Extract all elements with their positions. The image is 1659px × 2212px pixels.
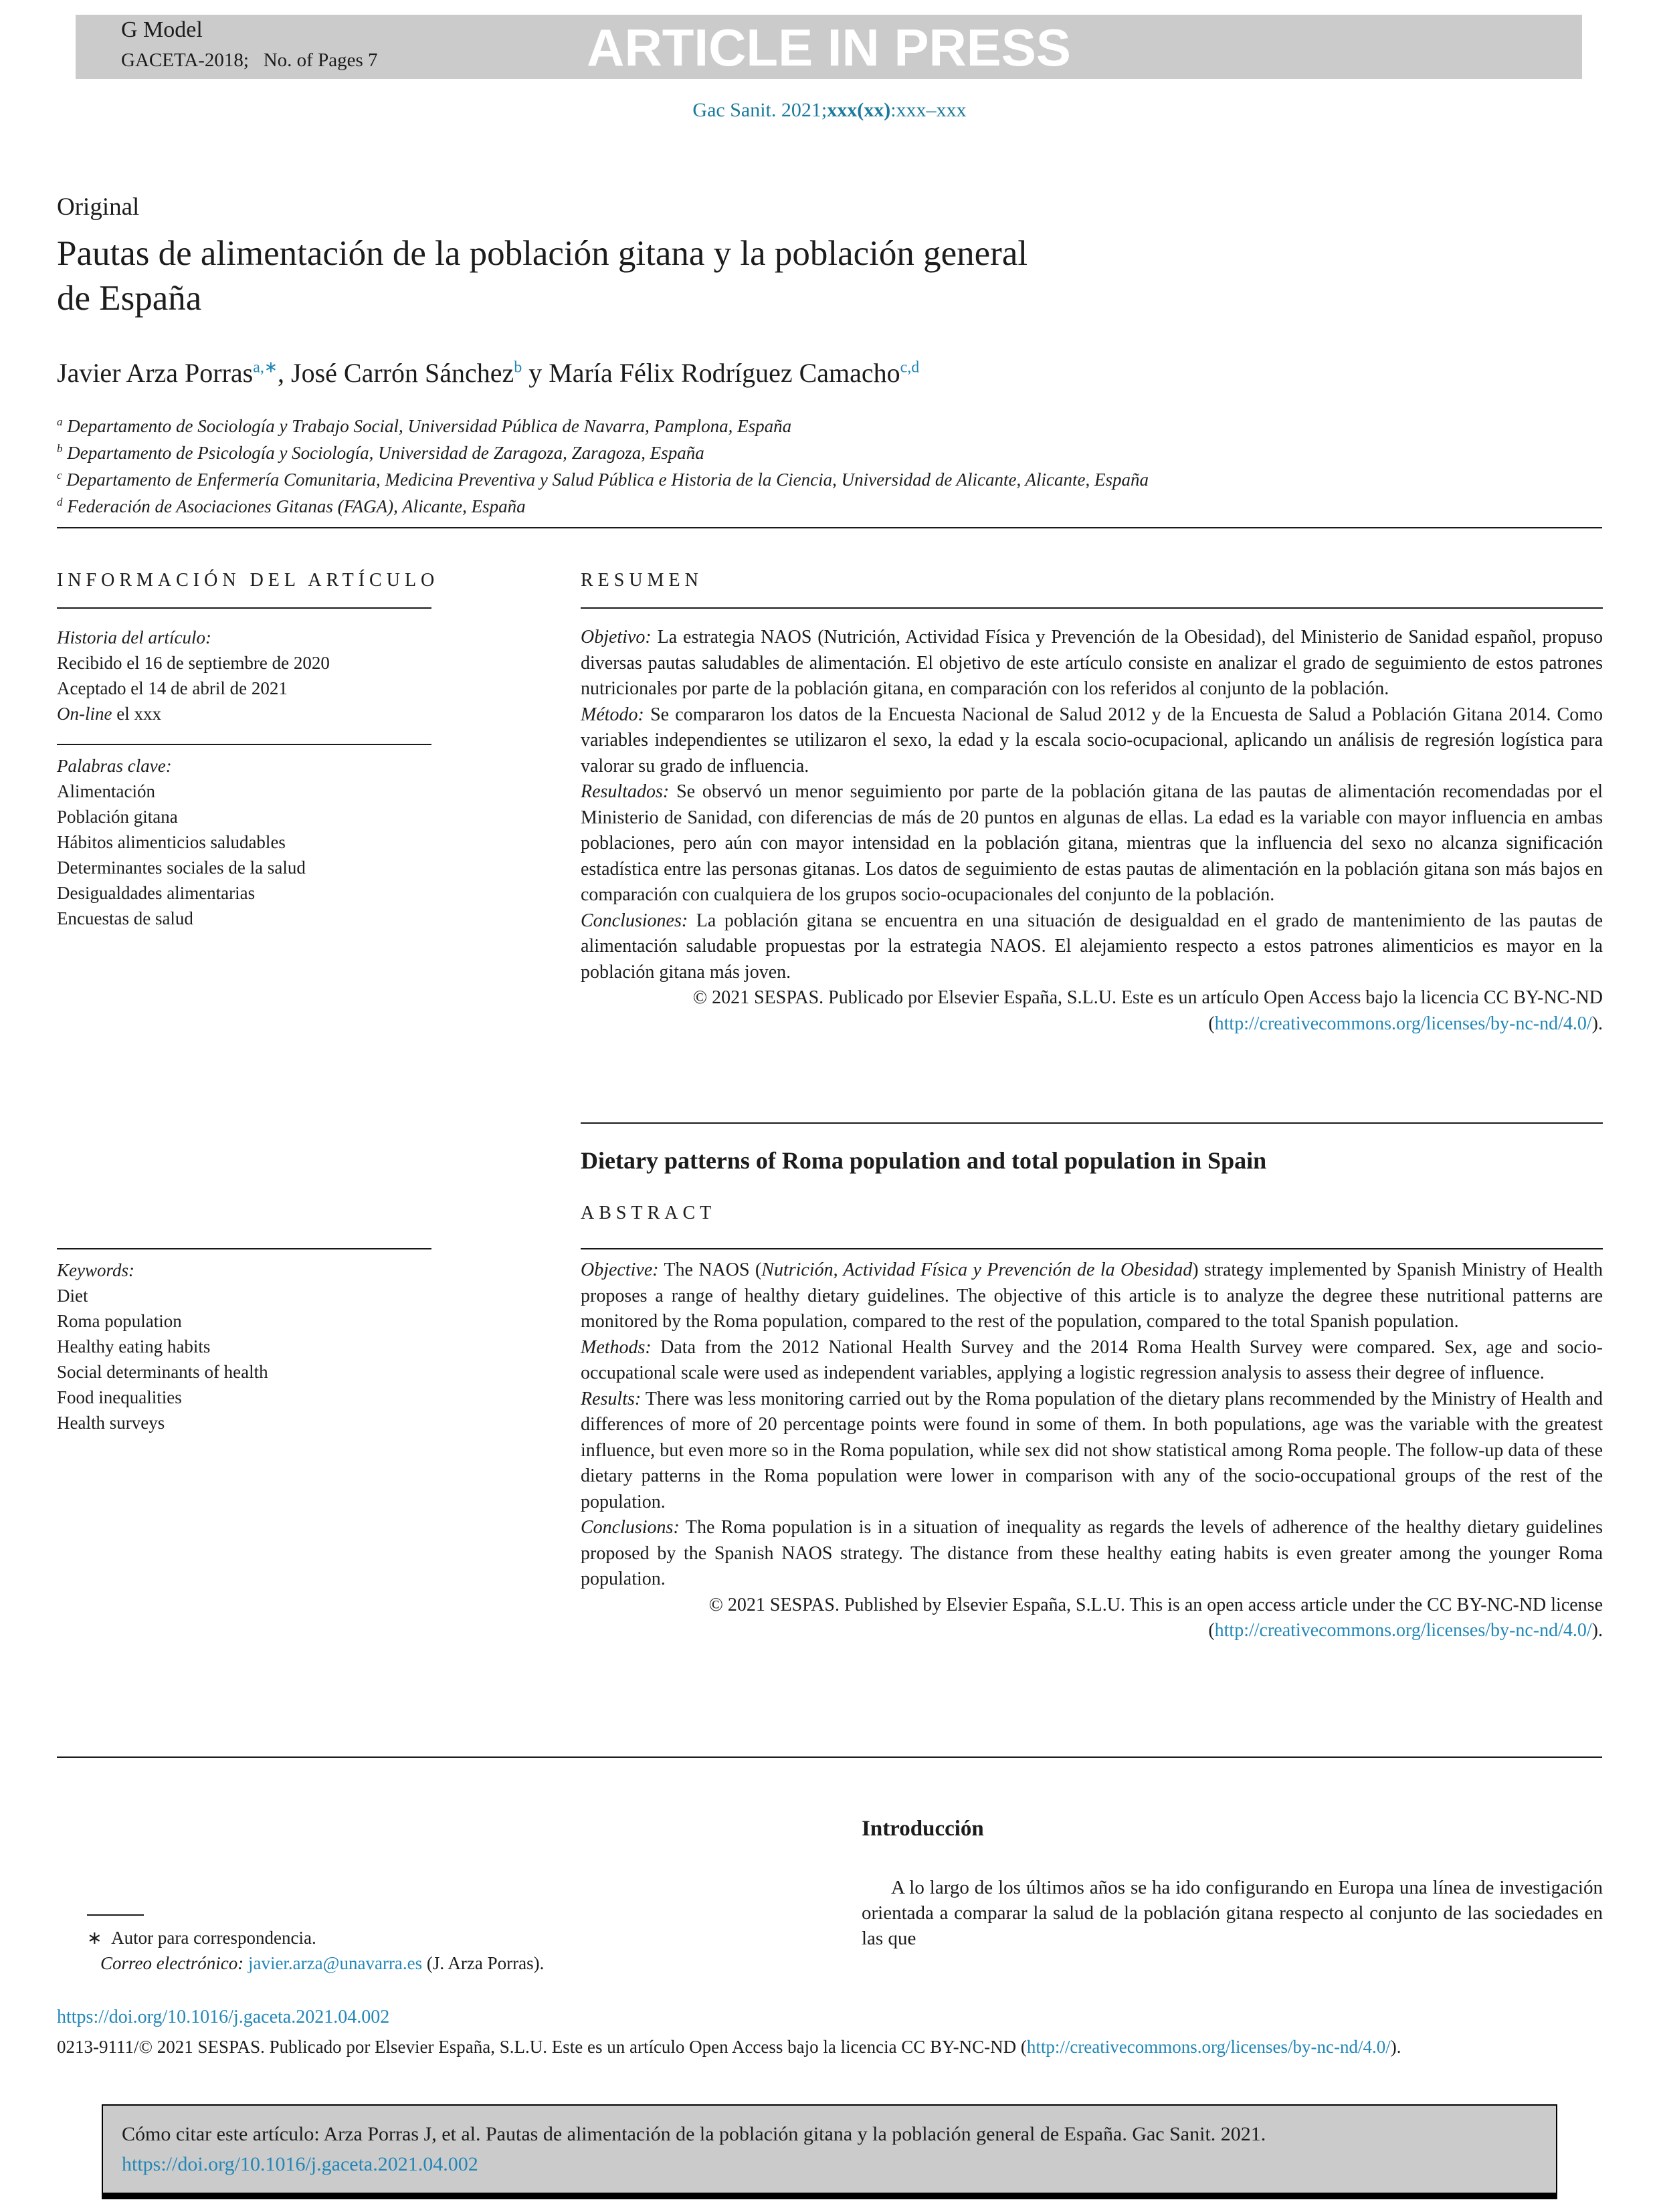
resumen-conclusiones bbox=[581, 908, 1603, 986]
abstract-copyright bbox=[581, 1593, 1603, 1644]
affiliation-a-text: Departamento de Sociología y Trabajo Social, Universidad Pública de Navarra, Pamplona, España bbox=[67, 416, 792, 436]
article-title bbox=[57, 231, 1028, 321]
author-separator-1: , bbox=[278, 358, 291, 388]
affiliation-d-mark: d bbox=[57, 496, 63, 508]
abstract-results-label: Results: bbox=[581, 1388, 642, 1409]
citation-text: Cómo citar este artículo: Arza Porras J, et al. Pautas de alimentación de la población gitana y la población general de España. Gac Sanit. 2021. bbox=[122, 2123, 1266, 2145]
article-in-press-title: ARTICLE IN PRESS bbox=[587, 18, 1071, 77]
divider-keywords-es bbox=[57, 744, 431, 745]
affiliation-a bbox=[57, 411, 1149, 437]
keyword-en-item: Roma population bbox=[57, 1311, 182, 1331]
resumen-body bbox=[581, 625, 1603, 1037]
license-link-en[interactable]: http://creativecommons.org/licenses/by-nc-nd/4.0/ bbox=[1214, 1620, 1592, 1641]
keyword-es-item: Población gitana bbox=[57, 807, 178, 827]
keyword-en-item: Social determinants of health bbox=[57, 1362, 268, 1382]
keyword-es-item: Desigualdades alimentarias bbox=[57, 883, 256, 903]
license-link-es[interactable]: http://creativecommons.org/licenses/by-nc-nd/4.0/ bbox=[1214, 1013, 1592, 1034]
keyword-es-item: Alimentación bbox=[57, 781, 155, 801]
keyword-es-item: Encuestas de salud bbox=[57, 908, 193, 928]
author-3: María Félix Rodríguez Camacho bbox=[549, 358, 900, 388]
issn-license-line bbox=[57, 2033, 1602, 2060]
keywords-es-label: Palabras clave: bbox=[57, 756, 172, 776]
keywords-en-label: Keywords: bbox=[57, 1260, 134, 1280]
abstract-conclusions-text: The Roma population is in a situation of inequality as regards the levels of adherence of the healthy dietary guidelines proposed by the Spanish NAOS strategy. The distance from these healthy eating habits is even greater among the younger Roma population. bbox=[581, 1517, 1603, 1589]
g-model-label: G Model bbox=[121, 17, 203, 42]
history-online bbox=[57, 701, 431, 726]
divider-english-section bbox=[581, 1122, 1603, 1124]
author-1: Javier Arza Porras bbox=[57, 358, 254, 388]
doi-link[interactable]: https://doi.org/10.1016/j.gaceta.2021.04.002 bbox=[57, 2007, 390, 2027]
journal-ref-post: :xxx–xxx bbox=[890, 99, 967, 121]
manuscript-code: GACETA-2018; No. of Pages 7 bbox=[121, 49, 378, 71]
introduction-paragraph: A lo largo de los últimos años se ha ido configurando en Europa una línea de investigación orientada a comparar la salud de la población gitana respecto al conjunto de las sociedades en las que bbox=[862, 1877, 1603, 1949]
license-link-bottom[interactable]: http://creativecommons.org/licenses/by-nc-nd/4.0/ bbox=[1026, 2037, 1391, 2057]
affiliation-c-text: Departamento de Enfermería Comunitaria, Medicina Preventiva y Salud Pública e Historia de la Ciencia, Universidad de Alicante, Alicante, España bbox=[66, 470, 1149, 490]
article-history bbox=[57, 625, 431, 726]
journal-ref-pre: Gac Sanit. 2021; bbox=[692, 99, 827, 121]
citation-box bbox=[102, 2104, 1557, 2199]
keyword-en-item: Diet bbox=[57, 1286, 88, 1306]
affiliation-c bbox=[57, 464, 1149, 491]
info-section-heading: INFORMACIÓN DEL ARTÍCULO bbox=[57, 570, 440, 591]
history-accepted: Aceptado el 14 de abril de 2021 bbox=[57, 678, 288, 698]
footnote-text: Autor para correspondencia. bbox=[111, 1928, 316, 1948]
abstract-objective bbox=[581, 1258, 1603, 1335]
keyword-es-item: Determinantes sociales de la salud bbox=[57, 858, 306, 878]
keyword-en-item: Health surveys bbox=[57, 1413, 165, 1433]
keywords-en bbox=[57, 1258, 431, 1435]
correspondence-footnote bbox=[87, 1914, 729, 1976]
abstract-methods-label: Methods: bbox=[581, 1336, 652, 1358]
resumen-copyright bbox=[581, 985, 1603, 1037]
email-link[interactable]: javier.arza@unavarra.es bbox=[248, 1953, 423, 1973]
divider-body bbox=[57, 1756, 1602, 1758]
author-separator-2: y bbox=[522, 358, 549, 388]
journal-ref-volume: xxx(xx) bbox=[827, 99, 891, 121]
article-title-line2: de España bbox=[57, 279, 202, 318]
abstract-objective-label: Objective: bbox=[581, 1260, 659, 1280]
footnote-marker: ∗ bbox=[87, 1928, 102, 1948]
author-1-affil-mark: a,∗ bbox=[253, 359, 278, 377]
article-title-line1: Pautas de alimentación de la población gitana y la población general bbox=[57, 234, 1028, 273]
affiliation-a-mark: a bbox=[57, 415, 63, 428]
keyword-en-item: Healthy eating habits bbox=[57, 1336, 211, 1356]
author-list bbox=[57, 357, 919, 389]
author-3-affil-mark: c,d bbox=[900, 359, 920, 377]
divider-resumen-heading bbox=[581, 607, 1603, 609]
resumen-objetivo-text: La estrategia NAOS (Nutrición, Actividad Física y Prevención de la Obesidad), del Ministerio de Sanidad español, propuso diversas pautas saludables de alimentación. El objetivo de este artículo consiste en analizar el grado de seguimiento de estos patrones nutricionales por parte de la población gitana, en comparación con los referidos al conjunto de la población. bbox=[581, 627, 1603, 699]
affiliations bbox=[57, 411, 1149, 518]
resumen-metodo bbox=[581, 702, 1603, 780]
affiliation-d-text: Federación de Asociaciones Gitanas (FAGA), Alicante, España bbox=[67, 496, 526, 516]
history-received: Recibido el 16 de septiembre de 2020 bbox=[57, 653, 330, 673]
resumen-resultados-text: Se observó un menor seguimiento por parte de la población gitana de las pautas de alimentación recomendadas por el Ministerio de Sanidad, con diferencias de más de 20 puntos en algunas de ellas. La edad es la variable con mayor influencia en ambas poblaciones, pero aún con mayor intensidad en la población gitana, mientras que la influencia del sexo no alcanza significación estadística entre las personas gitanas. Los datos de seguimiento de estas pautas de alimentación en la población gitana son más bajos en comparación con cualquiera de los grupos socio-ocupacionales del conjunto de la población. bbox=[581, 781, 1603, 905]
resumen-copyright-post: ). bbox=[1591, 1013, 1603, 1034]
introduction-section bbox=[862, 1817, 1603, 1951]
divider-keywords-en bbox=[57, 1248, 431, 1249]
abstract-objective-pre: The NAOS ( bbox=[664, 1260, 762, 1280]
abstract-results-text: There was less monitoring carried out by the Roma population of the dietary plans recommended by the Ministry of Health and differences of more of 20 percentage points were found in some of them. In both populations, age was the variable with the greatest influence, but even more so in the Roma population, while sex did not show statistical among Roma people. The follow-up data of these dietary patterns in the Roma population were lower in comparison with any of the socio-occupational groups of the rest of the population. bbox=[581, 1388, 1603, 1512]
affiliation-c-mark: c bbox=[57, 469, 62, 482]
abstract-copyright-post: ). bbox=[1591, 1620, 1603, 1641]
resumen-metodo-text: Se compararon los datos de la Encuesta Nacional de Salud 2012 y de la Encuesta de Salud a Población Gitana 2014. Como variables independientes se utilizaron el sexo, la edad y la escala socio-ocupacional, aplicando un análisis de regresión logística para valorar su grado de influencia. bbox=[581, 704, 1603, 777]
abstract-methods bbox=[581, 1335, 1603, 1387]
article-type-label: Original bbox=[57, 193, 140, 221]
abstract-copyright-pre: © 2021 SESPAS. Published by Elsevier España, S.L.U. This is an open access article under the CC BY-NC-ND license ( bbox=[708, 1594, 1603, 1641]
abstract-methods-text: Data from the 2012 National Health Survey and the 2014 Roma Health Survey were compared. Sex, age and socio-occupational scale were used as independent variables, applying a logistic regression analysis to assess their degree of influence. bbox=[581, 1336, 1603, 1383]
divider-info-heading bbox=[57, 607, 431, 609]
issn-post: ). bbox=[1390, 2037, 1401, 2057]
citation-doi-link[interactable]: https://doi.org/10.1016/j.gaceta.2021.04.002 bbox=[122, 2153, 478, 2175]
keyword-es-item: Hábitos alimenticios saludables bbox=[57, 832, 286, 852]
affiliation-b-mark: b bbox=[57, 442, 63, 455]
abstract-conclusions-label: Conclusions: bbox=[581, 1517, 680, 1538]
email-post: (J. Arza Porras). bbox=[422, 1953, 545, 1973]
resumen-resultados-label: Resultados: bbox=[581, 781, 670, 802]
divider-abstract-heading bbox=[581, 1248, 1603, 1249]
introduction-heading: Introducción bbox=[862, 1817, 984, 1841]
keyword-en-item: Food inequalities bbox=[57, 1387, 182, 1407]
doi-line bbox=[57, 2007, 389, 2028]
affiliation-b bbox=[57, 437, 1149, 464]
abstract-heading: ABSTRACT bbox=[581, 1203, 716, 1223]
abstract-body bbox=[581, 1258, 1603, 1644]
keywords-es bbox=[57, 753, 431, 931]
resumen-heading: RESUMEN bbox=[581, 570, 703, 591]
abstract-objective-post: ) strategy implemented by Spanish Ministry of Health proposes a range of healthy dietary guidelines. The objective of this article is to analyze the degree these nutritional patterns are monitored by the Roma population, compared to the rest of the population, compared to the total Spanish population. bbox=[581, 1260, 1603, 1332]
footnote-line1 bbox=[87, 1925, 729, 1950]
abstract-conclusions bbox=[581, 1515, 1603, 1593]
abstract-results bbox=[581, 1387, 1603, 1516]
history-online-label: On-line bbox=[57, 704, 112, 724]
footnote-line2 bbox=[87, 1950, 729, 1976]
english-title: Dietary patterns of Roma population and total population in Spain bbox=[581, 1147, 1267, 1174]
resumen-objetivo-label: Objetivo: bbox=[581, 627, 652, 647]
author-2: José Carrón Sánchez bbox=[291, 358, 514, 388]
author-2-affil-mark: b bbox=[514, 359, 522, 377]
resumen-objetivo bbox=[581, 625, 1603, 702]
issn-pre: 0213-9111/© 2021 SESPAS. Publicado por Elsevier España, S.L.U. Este es un artículo Open Access bajo la licencia CC BY-NC-ND ( bbox=[57, 2037, 1027, 2057]
resumen-copyright-pre: © 2021 SESPAS. Publicado por Elsevier España, S.L.U. Este es un artículo Open Access bajo la licencia CC BY-NC-ND ( bbox=[692, 987, 1603, 1034]
footnote-rule bbox=[87, 1914, 144, 1916]
divider-header bbox=[57, 527, 1602, 528]
journal-reference bbox=[0, 99, 1659, 122]
article-in-press-banner bbox=[76, 15, 1582, 79]
history-online-rest: el xxx bbox=[112, 704, 161, 724]
resumen-conclusiones-text: La población gitana se encuentra en una situación de desigualdad en el grado de mantenimiento de las pautas de alimentación saludable propuestas por la estrategia NAOS. El alejamiento respecto a estos patrones alimenticios es mayor en la población gitana más joven. bbox=[581, 910, 1603, 983]
email-label: Correo electrónico: bbox=[100, 1953, 244, 1973]
resumen-metodo-label: Método: bbox=[581, 704, 644, 725]
history-label: Historia del artículo: bbox=[57, 627, 211, 647]
affiliation-b-text: Departamento de Psicología y Sociología, Universidad de Zaragoza, Zaragoza, España bbox=[67, 443, 704, 463]
resumen-resultados bbox=[581, 779, 1603, 908]
affiliation-d bbox=[57, 491, 1149, 518]
abstract-objective-italic: Nutrición, Actividad Física y Prevención de la Obesidad bbox=[761, 1260, 1193, 1280]
resumen-conclusiones-label: Conclusiones: bbox=[581, 910, 688, 931]
